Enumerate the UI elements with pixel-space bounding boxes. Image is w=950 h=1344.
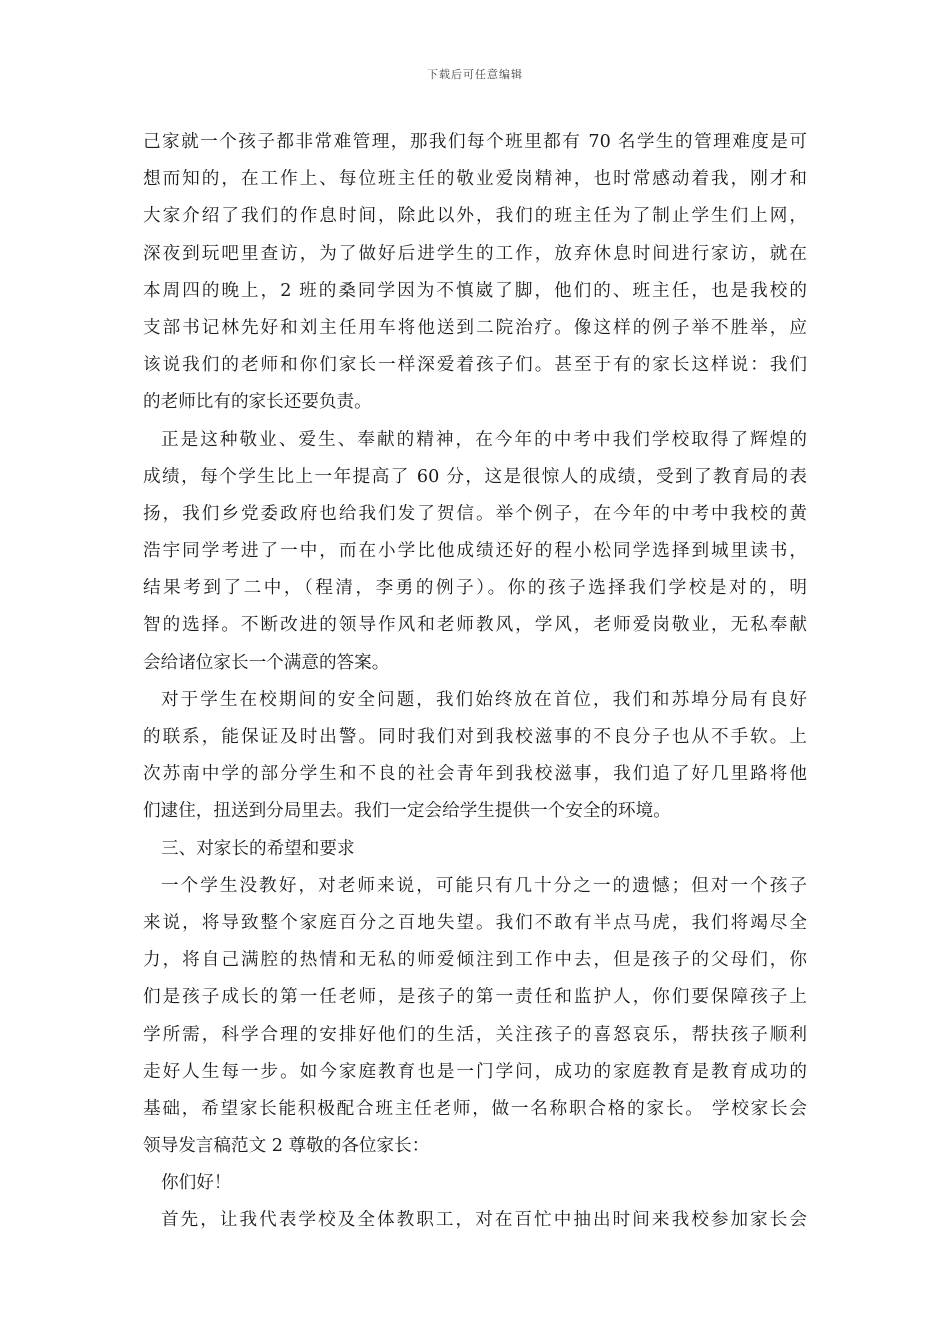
text-line: 该说我们的老师和你们家长一样深爱着孩子们。甚至于有的家长这样说：我们 bbox=[143, 355, 807, 376]
text-line: 次苏南中学的部分学生和不良的社会青年到我校滋事，我们追了好几里路将他 bbox=[143, 764, 807, 785]
text-line: 走好人生每一步。如今家庭教育也是一门学问，成功的家庭教育是教育成功的 bbox=[143, 1061, 807, 1082]
page-header: 下载后可任意编辑 bbox=[427, 68, 523, 81]
body-text bbox=[143, 124, 807, 1240]
text-line: 对于学生在校期间的安全问题，我们始终放在首位，我们和苏埠分局有良好 bbox=[161, 689, 807, 710]
text-line: 领导发言稿范文 2 尊敬的各位家长： bbox=[143, 1136, 430, 1157]
text-line: 们是孩子成长的第一任老师，是孩子的第一责任和监护人，你们要保障孩子上 bbox=[143, 987, 807, 1008]
text-line: 的联系，能保证及时出警。同时我们对到我校滋事的不良分子也从不手软。上 bbox=[143, 727, 807, 747]
text-line: 一个学生没教好，对老师来说，可能只有几十分之一的遗憾；但对一个孩子 bbox=[161, 875, 807, 896]
text-line: 大家介绍了我们的作息时间，除此以外，我们的班主任为了制止学生们上网， bbox=[143, 206, 807, 227]
text-line: 你们好！ bbox=[161, 1173, 232, 1194]
text-line: 浩宇同学考进了一中，而在小学比他成绩还好的程小松同学选择到城里读书， bbox=[143, 541, 807, 562]
text-line: 首先，让我代表学校及全体教职工，对在百忙中抽出时间来我校参加家长会 bbox=[161, 1210, 807, 1231]
text-line: 来说，将导致整个家庭百分之百地失望。我们不敢有半点马虎，我们将竭尽全 bbox=[143, 912, 807, 933]
text-line: 力，将自己满腔的热情和无私的师爱倾注到工作中去，但是孩子的父母们，你 bbox=[143, 950, 807, 971]
text-line: 深夜到玩吧里查访，为了做好后进学生的工作，放弃休息时间进行家访，就在 bbox=[143, 243, 807, 264]
text-line: 的老师比有的家长还要负责。 bbox=[143, 392, 372, 413]
text-line: 扬，我们乡党委政府也给我们发了贺信。举个例子，在今年的中考中我校的黄 bbox=[143, 503, 807, 524]
text-line: 智的选择。不断改进的领导作风和老师教风，学风，老师爱岗敬业，无私奉献 bbox=[143, 615, 807, 636]
text-line: 会给诸位家长一个满意的答案。 bbox=[143, 652, 390, 673]
text-line: 己家就一个孩子都非常难管理，那我们每个班里都有 70 名学生的管理难度是可 bbox=[143, 132, 807, 152]
text-line: 结果考到了二中，（程清，李勇的例子）。你的孩子选择我们学校是对的，明 bbox=[143, 578, 807, 599]
text-line: 想而知的，在工作上、每位班主任的敬业爱岗精神，也时常感动着我，刚才和 bbox=[143, 169, 807, 190]
text-line: 正是这种敬业、爱生、奉献的精神，在今年的中考中我们学校取得了辉煌的 bbox=[161, 429, 807, 450]
text-line: 三、对家长的希望和要求 bbox=[161, 838, 355, 859]
text-line: 本周四的晚上，2 班的桑同学因为不慎崴了脚，他们的、班主任，也是我校的 bbox=[143, 280, 807, 301]
text-line: 学所需，科学合理的安排好他们的生活，关注孩子的喜怒哀乐，帮扶孩子顺利 bbox=[143, 1024, 807, 1045]
text-line: 支部书记林先好和刘主任用车将他送到二院治疗。像这样的例子举不胜举，应 bbox=[143, 317, 807, 338]
text-line: 们逮住，扭送到分局里去。我们一定会给学生提供一个安全的环境。 bbox=[143, 801, 671, 822]
text-line: 成绩，每个学生比上一年提高了 60 分，这是很惊人的成绩，受到了教育局的表 bbox=[143, 466, 807, 487]
text-line: 基础，希望家长能积极配合班主任老师，做一名称职合格的家长。 学校家长会 bbox=[143, 1098, 807, 1119]
